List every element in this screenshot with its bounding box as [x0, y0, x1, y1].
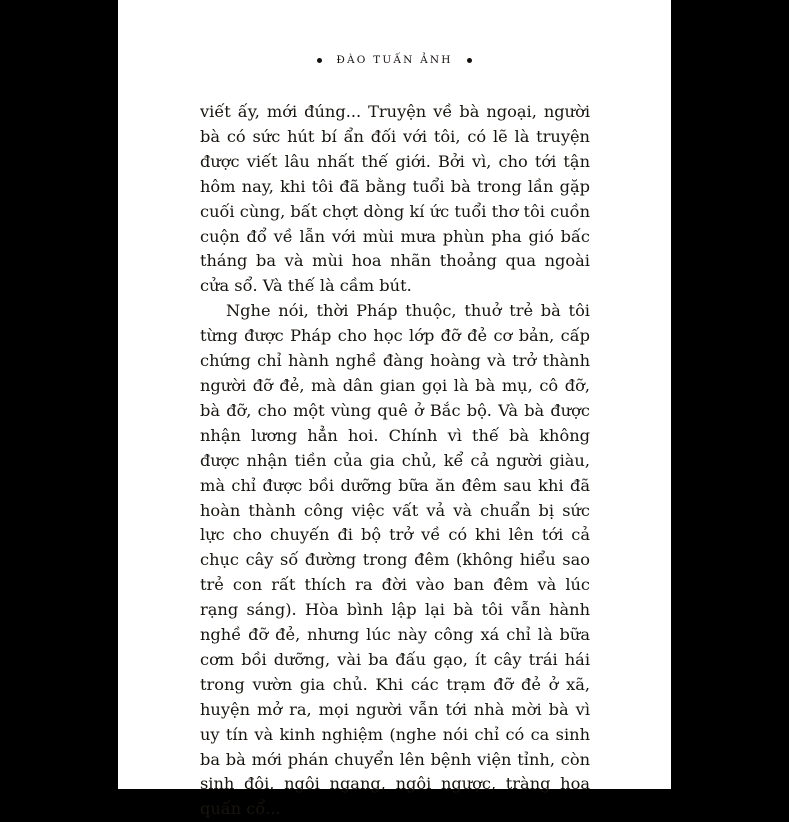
running-head	[118, 54, 671, 66]
bullet-right-icon	[467, 58, 472, 63]
page-body-text	[200, 100, 590, 822]
running-head-author: ĐÀO TUẤN ẢNH	[336, 54, 453, 66]
paragraph-second: Nghe nói, thời Pháp thuộc, thuở trẻ bà tôi từng được Pháp cho học lớp đỡ đẻ cơ bản, cấp chứng chỉ hành nghề đàng hoàng và trở thành người đỡ đẻ, mà dân gian gọi là bà mụ, cô đỡ, bà đỡ, cho một vùng quê ở Bắc bộ. Và bà được nhận lương hẳn hoi. Chính vì thế bà không được nhận tiền của gia chủ, kể cả người giàu, mà chỉ được bồi dưỡng bữa ăn đêm sau khi đã hoàn thành công việc vất vả và chuẩn bị sức lực cho chuyến đi bộ trở về có khi lên tới cả chục cây số đường trong đêm (không hiểu sao trẻ con rất thích ra đời vào ban đêm và lúc rạng sáng). Hòa bình lập lại bà tôi vẫn hành nghề đỡ đẻ, nhưng lúc này công xá chỉ là bữa cơm bồi dưỡng, vài ba đấu gạo, ít cây trái hái trong vườn gia chủ. Khi các trạm đỡ đẻ ở xã, huyện mở ra, mọi người vẫn tới nhà mời bà vì uy tín và kinh nghiệm (nghe nói chỉ có ca sinh ba bà mới phán chuyển lên bệnh viện tỉnh, còn sinh đôi, ngôi ngang, ngôi ngược, tràng hoa quấn cổ...	[200, 301, 590, 819]
bullet-left-icon	[317, 58, 322, 63]
book-page	[118, 0, 671, 819]
paragraph-continued: viết ấy, mới đúng... Truyện về bà ngoại, người bà có sức hút bí ẩn đối với tôi, có lẽ là truyện được viết lâu nhất thế giới. Bởi vì, cho tới tận hôm nay, khi tôi đã bằng tuổi bà trong lần gặp cuối cùng, bất chợt dòng kí ức tuổi thơ tôi cuồn cuộn đổ về lẫn với mùi mưa phùn pha gió bấc tháng ba và mùi hoa nhãn thoảng qua ngoài cửa sổ. Và thế là cầm bút.	[200, 102, 590, 296]
